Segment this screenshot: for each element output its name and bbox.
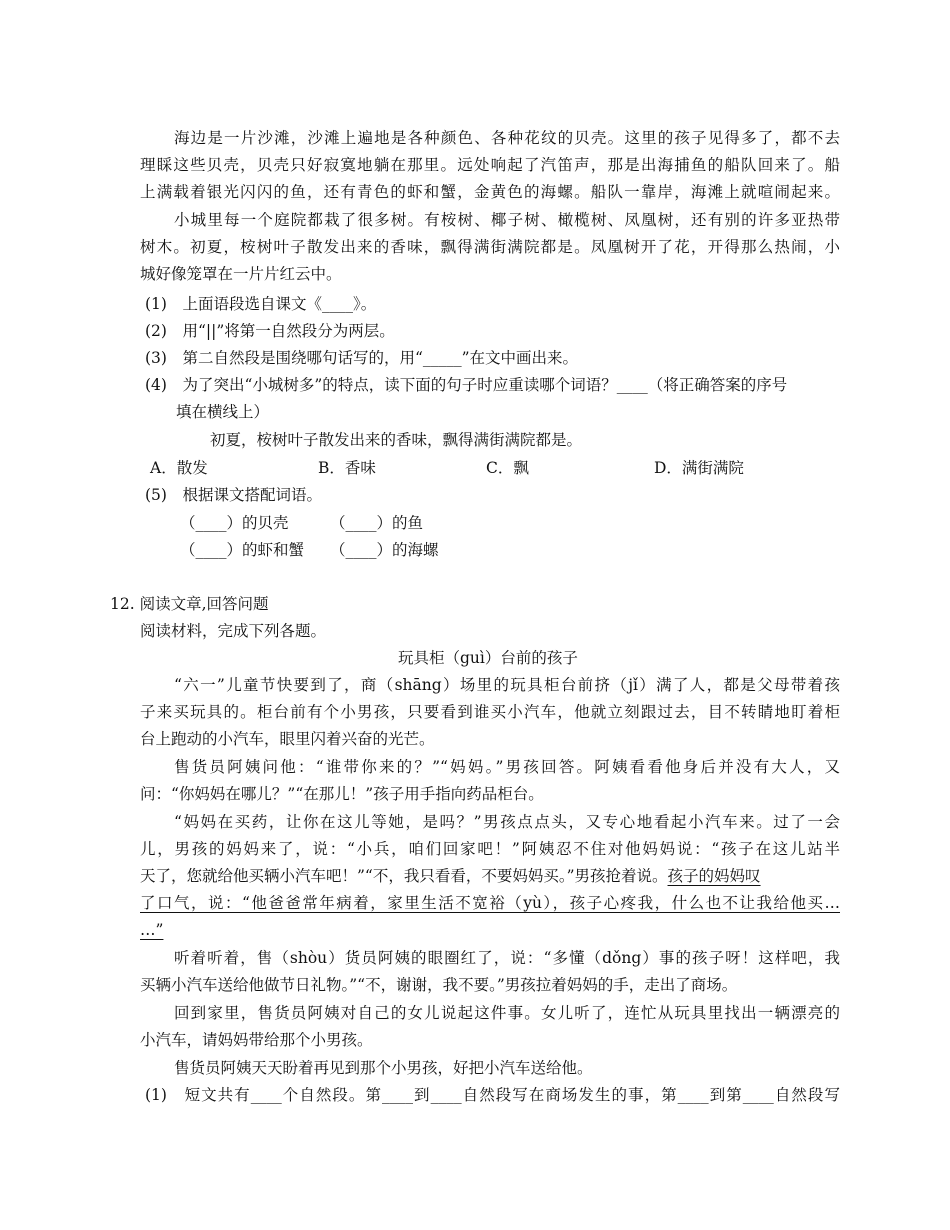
section-12-instruction: 阅读材料，完成下列各题。 <box>140 622 327 640</box>
story-para-d-line1: 听着听着，售（shòu）货员阿姨的眼圈红了，说：“多懂（dǒng）事的孩子呀！这样吧，我 <box>174 949 840 967</box>
story-para-e-line2: 小汽车，请妈妈带给那个小男孩。 <box>140 1031 373 1049</box>
story-para-c-line3-text: 天了，您就给他买辆小汽车吧！”“不，我只看看，不要妈妈买。”男孩抢着说。 <box>140 867 668 885</box>
q1-text-2: 个自然段。第 <box>281 1086 383 1104</box>
q1-blank-4[interactable]: ____ <box>677 1086 709 1104</box>
passage1-p1-line3: 上满载着银光闪闪的鱼，还有青色的虾和蟹，金黄色的海螺。船队一靠岸，海滩上就喧闹起来。 <box>140 183 840 201</box>
question-4-option-a[interactable]: A．散发 <box>150 459 208 477</box>
q1-text-4: 自然段写在商场发生的事，第 <box>461 1086 678 1104</box>
story-para-a-line3: 台上跑动的小汽车，眼里闪着兴奋的光芒。 <box>140 730 435 748</box>
passage1-p2-line3: 城好像笼罩在一片片红云中。 <box>140 265 342 283</box>
passage1-p1-line2: 理睬这些贝壳，贝壳只好寂寞地躺在那里。远处响起了汽笛声，那是出海捕鱼的船队回来了。船 <box>140 156 840 174</box>
question-4-line1: (4) 为了突出“小城树多”的特点，读下面的句子时应重读哪个词语？____（将正确答案的序号 <box>145 376 788 394</box>
story-para-a-line2: 子来买玩具的。柜台前有个小男孩，只要看到谁买小汽车，他就立刻跟过去，目不转睛地盯着柜 <box>140 703 840 721</box>
story-para-c-line3 <box>140 866 761 886</box>
question-2: (2) 用“||”将第一自然段分为两层。 <box>145 322 395 340</box>
story-para-c-line1: “妈妈在买药，让你在这儿等她，是吗？”男孩点点头，又专心地看起小汽车来。过了一会 <box>174 813 840 831</box>
q1-number: (1) <box>145 1086 167 1104</box>
story-title: 玩具柜（guì）台前的孩子 <box>398 649 578 667</box>
passage1-p2-line1: 小城里每一个庭院都栽了很多树。有桉树、椰子树、橄榄树、凤凰树，还有别的许多亚热带 <box>174 211 840 229</box>
question-4-option-d[interactable]: D．满街满院 <box>654 459 744 477</box>
question-3: (3) 第二自然段是围绕哪句话写的，用“_____”在文中画出来。 <box>145 349 579 367</box>
q1-text-6: 自然段写 <box>773 1086 840 1104</box>
question-5-pair-1a: （____）的贝壳 <box>180 514 289 532</box>
underlined-sentence-line2: 了口气，说：“他爸爸常年病着，家里生活不宽裕（yù），孩子心疼我，什么也不让我给他买… <box>140 894 840 912</box>
story-para-d-line2: 买辆小汽车送给他做节日礼物。”“不，谢谢，我不要。”男孩拉着妈妈的手，走出了商场。 <box>140 976 738 994</box>
q1-blank-1[interactable]: ____ <box>250 1086 282 1104</box>
question-4-line2: 填在横线上） <box>176 403 270 421</box>
story-para-b-line1: 售货员阿姨问他：“谁带你来的？”“妈妈。”男孩回答。阿姨看看他身后并没有大人，又 <box>174 758 840 776</box>
question-4-option-c[interactable]: C．飘 <box>486 459 529 477</box>
section-12-question-1 <box>145 1085 840 1105</box>
question-4-option-b[interactable]: B．香味 <box>318 459 376 477</box>
story-para-a-line1: “六一”儿童节快要到了，商（shāng）场里的玩具柜台前挤（jǐ）满了人，都是父母带着孩 <box>174 676 840 694</box>
q1-blank-2[interactable]: ____ <box>382 1086 414 1104</box>
question-1: (1) 上面语段选自课文《____》。 <box>145 295 377 313</box>
question-4-sentence: 初夏，桉树叶子散发出来的香味，飘得满街满院都是。 <box>210 431 583 449</box>
q1-text-3: 到 <box>413 1086 431 1104</box>
story-para-c-line2: 儿，男孩的妈妈来了，说：“小兵，咱们回家吧！”阿姨忍不住对他妈妈说：“孩子在这儿站半 <box>140 840 840 858</box>
passage1-p2-line2: 树木。初夏，桉树叶子散发出来的香味，飘得满街满院都是。凤凰树开了花，开得那么热闹，小 <box>140 238 840 256</box>
underlined-sentence-start: 孩子的妈妈叹 <box>667 867 761 885</box>
q1-text-5: 到第 <box>708 1086 743 1104</box>
section-12-heading: 12. 阅读文章,回答问题 <box>110 595 269 613</box>
q1-blank-3[interactable]: ____ <box>430 1086 462 1104</box>
story-para-f: 售货员阿姨天天盼着再见到那个小男孩，好把小汽车送给他。 <box>174 1059 593 1077</box>
underlined-sentence-line3: …” <box>140 921 164 939</box>
q1-text-1: 短文共有 <box>184 1086 251 1104</box>
story-para-b-line2: 问：“你妈妈在哪儿？”“在那儿！”孩子用手指向药品柜台。 <box>140 785 544 803</box>
question-5: (5) 根据课文搭配词语。 <box>145 486 322 504</box>
passage1-p1-line1: 海边是一片沙滩，沙滩上遍地是各种颜色、各种花纹的贝壳。这里的孩子见得多了，都不去 <box>174 129 840 147</box>
story-para-e-line1: 回到家里，售货员阿姨对自己的女儿说起这件事。女儿听了，连忙从玩具里找出一辆漂亮的 <box>174 1004 840 1022</box>
q1-blank-5[interactable]: ____ <box>742 1086 774 1104</box>
question-5-pair-2b: （____）的海螺 <box>330 541 439 559</box>
question-5-pair-1b: （____）的鱼 <box>330 514 424 532</box>
question-5-pair-2a: （____）的虾和蟹 <box>180 541 305 559</box>
